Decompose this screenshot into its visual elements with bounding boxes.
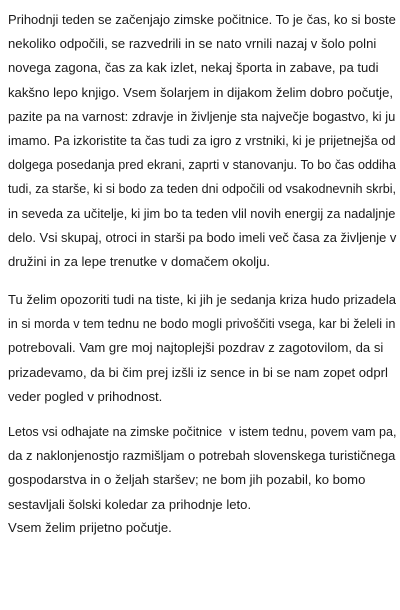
paragraph-2 — [8, 288, 396, 409]
paragraph-3-line: da z naklonjenostjo razmišljam o potrebah slovenskega turističnega — [8, 448, 396, 464]
paragraph-1-line: nekoliko odpočili, se razvedrili in se nato vrnili nazaj v šolo polni — [8, 36, 377, 52]
paragraph-1-line: delo. Vsi skupaj, otroci in starši pa bodo imeli več časa za življenje v — [8, 229, 397, 245]
paragraph-1-line: in seveda za učitelje, ki jim bo ta teden vlil novih energij za nadaljnje — [8, 205, 396, 221]
paragraph-4-line: Vsem želim prijetno počutje. — [8, 520, 172, 535]
paragraph-3-line: gospodarstva in o željah staršev; ne bom jih pozabil, ko bomo — [8, 472, 366, 488]
paragraph-1-line: imamo. Pa izkoristite ta čas tudi za igro z vrstniki, ki je prijetnejša od — [8, 132, 396, 148]
paragraph-1-line: Prihodnji teden se začenjajo zimske počitnice. To je čas, ko si boste — [8, 12, 396, 27]
paragraph-2-line: prizadevamo, da bi čim prej izšli iz sence in bi se nam zopet odprl — [8, 364, 388, 380]
paragraph-4 — [8, 516, 172, 540]
paragraph-3-line: sestavljali šolski koledar za prihodnje leto. — [8, 496, 252, 512]
paragraph-1 — [8, 8, 396, 274]
paragraph-2-line: veder pogled v prihodnost. — [8, 388, 163, 404]
paragraph-1-line: novega zagona, čas za kak izlet, nekaj športa in zabave, pa tudi — [8, 60, 379, 76]
paragraph-3 — [8, 420, 396, 517]
paragraph-2-line: in si morda v tem tednu ne bodo mogli privoščiti vsega, kar bi želeli in — [8, 317, 396, 332]
paragraph-3-line: Letos vsi odhajate na zimske počitnice v istem tednu, povem vam pa, — [8, 425, 397, 439]
paragraph-2-line: potrebovali. Vam gre moj najtoplejši pozdrav z zagotovilom, da si — [8, 340, 384, 356]
paragraph-2-line: Tu želim opozoriti tudi na tiste, ki jih je sedanja kriza hudo prizadela — [8, 292, 397, 307]
paragraph-1-line: pazite pa na varnost: zdravje in življenje sta največje bogastvo, ki ju — [8, 108, 396, 124]
paragraph-1-line: dolgega posedanja pred ekrani, zaprti v stanovanju. To bo čas oddiha — [8, 158, 396, 173]
paragraph-1-line: družini in za lepe trenutke v domačem okolju. — [8, 253, 271, 269]
paragraph-1-line: tudi, za starše, ki si bodo za teden dni odpočili od vsakodnevnih skrbi, — [8, 182, 397, 197]
paragraph-1-line: kakšno lepo knjigo. Vsem šolarjem in dijakom želim dobro počutje, — [8, 84, 393, 100]
